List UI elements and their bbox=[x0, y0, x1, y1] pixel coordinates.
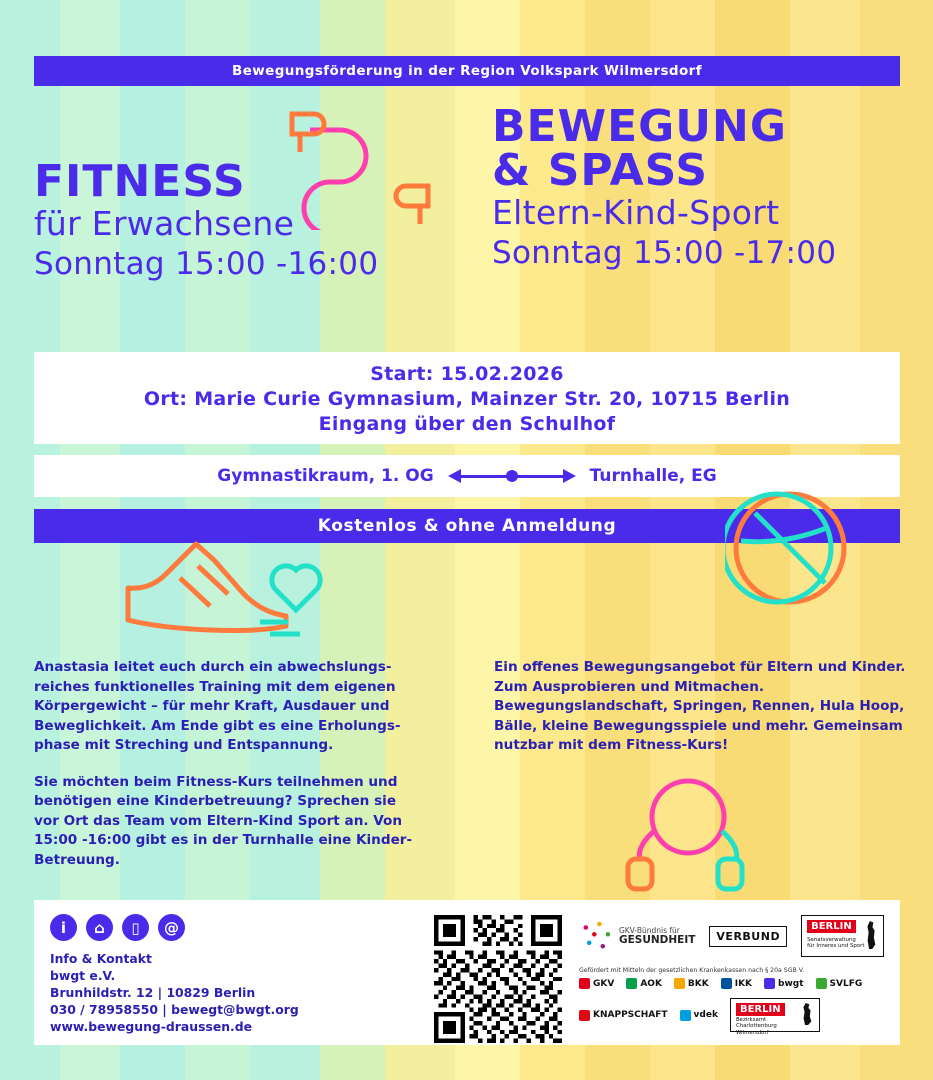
berlin-sub4: Charlottenburg bbox=[735, 1023, 777, 1030]
left-paragraph-1: Anastasia leitet euch durch ein abwechslungs-reiches funktionelles Training mit dem eigenen Körpergewicht – für mehr Kraft, Ausdauer und Beweglichkeit. Am Ende gibt es eine Erholungs-phase mit Streching und Entspannung. bbox=[34, 659, 401, 753]
footer-address: Brunhildstr. 12 | 10829 Berlin bbox=[50, 985, 256, 1000]
right-paragraph-1: Ein offenes Bewegungsangebot für Eltern und Kinder. Zum Ausprobieren und Mitmachen. Bewegungslandschaft, Springen, Rennen, Hula Hoop, Bälle, kleine Bewegungsspiele und mehr. Gemeinsam nutzbar mit dem Fitness-Kurs! bbox=[494, 659, 906, 753]
sponsor-bwgt: bwgt bbox=[764, 978, 804, 989]
left-headline-group bbox=[34, 156, 464, 284]
room-left: Gymnastikraum, 1. OG bbox=[217, 466, 434, 486]
footer-contact bbox=[50, 950, 299, 1035]
footer-icon-row bbox=[50, 914, 185, 941]
logo-block bbox=[579, 915, 884, 1036]
footer-web[interactable]: www.bewegung-draussen.de bbox=[50, 1019, 253, 1034]
berlin-sub2: für Inneres und Sport bbox=[807, 943, 865, 950]
info-place: Ort: Marie Curie Gymnasium, Mainzer Str. 20, 10715 Berlin bbox=[143, 388, 791, 410]
right-title-line1: BEWEGUNG bbox=[492, 101, 787, 152]
top-banner: Bewegungsförderung in der Region Volkspark Wilmersdorf bbox=[34, 56, 900, 86]
berlin-sub1: Senatsverwaltung bbox=[807, 937, 856, 943]
at-icon[interactable]: @ bbox=[158, 914, 185, 941]
sponsor-svlfg: SVLFG bbox=[816, 978, 863, 989]
rooms-line bbox=[34, 455, 900, 497]
qr-code[interactable] bbox=[434, 915, 562, 1043]
mobile-icon[interactable]: ▯ bbox=[122, 914, 149, 941]
right-time: Sonntag 15:00 -17:00 bbox=[492, 235, 837, 271]
sponsor-gkv: GKV bbox=[579, 978, 614, 989]
sponsor-row bbox=[579, 978, 884, 1036]
right-subtitle: Eltern-Kind-Sport bbox=[492, 193, 780, 232]
gkv-logo bbox=[579, 919, 695, 953]
right-headline-group bbox=[492, 101, 912, 273]
berlin-senate-logo bbox=[801, 915, 884, 957]
berlin-district-label: BERLIN bbox=[736, 1003, 785, 1016]
ball-icon bbox=[725, 483, 855, 613]
gkv-line1: GKV-Bündnis für bbox=[619, 926, 680, 935]
footer-org: bwgt e.V. bbox=[50, 968, 116, 983]
left-title: FITNESS bbox=[34, 156, 246, 207]
jump-rope-bottom-icon bbox=[610, 775, 760, 895]
logo-row bbox=[579, 915, 884, 957]
berlin-sub5: Wilmersdorf bbox=[735, 1029, 769, 1036]
sponsor-bkk: BKK bbox=[674, 978, 709, 989]
funding-note: Gefördert mit Mitteln der gesetzlichen Krankenkassen nach § 20a SGB V. bbox=[579, 967, 805, 974]
left-time: Sonntag 15:00 -16:00 bbox=[34, 246, 379, 282]
sponsor-ikk: IKK bbox=[721, 978, 752, 989]
double-arrow-icon bbox=[448, 467, 576, 485]
left-description bbox=[34, 658, 424, 887]
berlin-district-bear-icon bbox=[801, 1003, 813, 1025]
right-description bbox=[494, 658, 914, 756]
info-box bbox=[34, 352, 900, 444]
info-start: Start: 15.02.2026 bbox=[370, 363, 564, 385]
sponsor-vdek: vdek bbox=[680, 1010, 718, 1021]
footer-contact-line: 030 / 78958550 | bewegt@bwgt.org bbox=[50, 1002, 299, 1017]
berlin-district-logo bbox=[730, 998, 820, 1036]
home-icon[interactable]: ⌂ bbox=[86, 914, 113, 941]
berlin-sub3: Bezirksamt bbox=[735, 1017, 767, 1023]
room-right: Turnhalle, EG bbox=[589, 466, 717, 486]
left-subtitle: für Erwachsene bbox=[34, 204, 295, 243]
berlin-senate-sub bbox=[807, 937, 864, 950]
verbund-logo: VERBUND bbox=[709, 926, 787, 947]
info-icon[interactable]: i bbox=[50, 914, 77, 941]
rooms-box bbox=[34, 455, 900, 497]
left-paragraph-2: Sie möchten beim Fitness-Kurs teilnehmen und benötigen eine Kinderbetreuung? Sprechen sie vor Ort das Team vom Eltern-Kind Sport an. Von 15:00 -16:00 gibt es in der Turnhalle eine Kinder-Betreuung. bbox=[34, 773, 413, 868]
berlin-district-sub bbox=[736, 1017, 777, 1036]
berlin-bear-icon bbox=[865, 921, 877, 949]
footer bbox=[34, 900, 900, 1045]
berlin-label: BERLIN bbox=[807, 920, 856, 933]
info-entrance: Eingang über den Schulhof bbox=[318, 413, 616, 435]
right-title-line2: & SPASS bbox=[492, 145, 709, 196]
sport-shoe-icon bbox=[110, 530, 330, 650]
free-banner: Kostenlos & ohne Anmeldung bbox=[34, 509, 900, 543]
sponsor-knappschaft: KNAPPSCHAFT bbox=[579, 1010, 668, 1021]
sponsor-aok: AOK bbox=[626, 978, 662, 989]
footer-heading: Info & Kontakt bbox=[50, 951, 152, 966]
gkv-dots-icon bbox=[579, 919, 613, 953]
gkv-line2: GESUNDHEIT bbox=[619, 934, 696, 946]
